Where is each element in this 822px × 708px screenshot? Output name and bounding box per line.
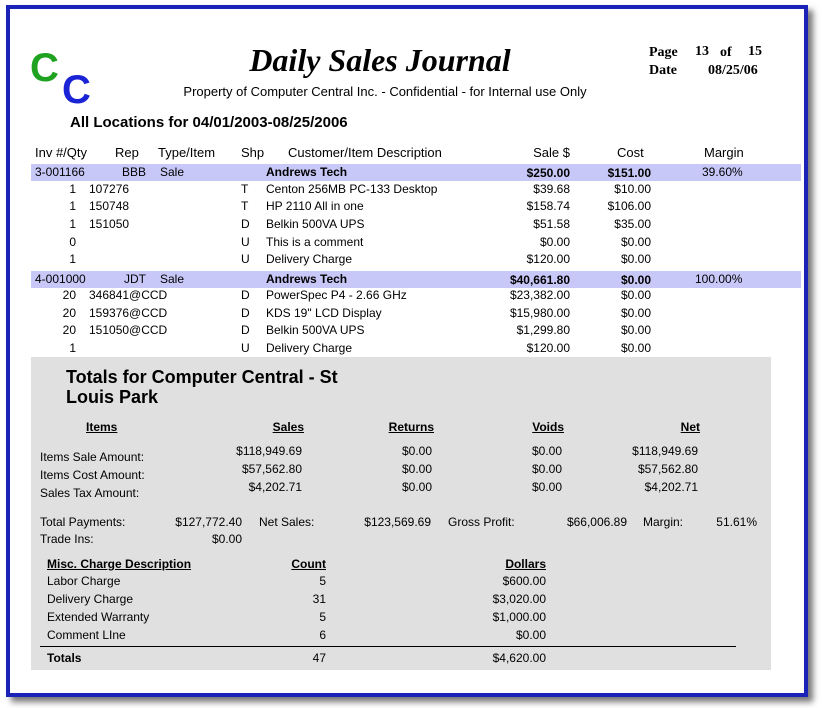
net-sales-value: $123,569.69: [364, 515, 431, 529]
total-payments-value: $127,772.40: [175, 515, 242, 529]
misc-header-count: Count: [291, 557, 326, 571]
item-desc: Delivery Charge: [266, 341, 353, 355]
item-ship: U: [241, 341, 250, 355]
item-desc: Delivery Charge: [266, 252, 353, 266]
totals-header-voids: Voids: [532, 420, 564, 434]
item-sale: $23,382.00: [509, 288, 570, 302]
totals-header-sales: Sales: [272, 420, 304, 434]
item-sale: $120.00: [526, 252, 570, 266]
misc-row-count: 5: [319, 574, 326, 588]
invoice-band: [31, 271, 801, 288]
totals-row-returns: $0.00: [401, 444, 432, 458]
totals-row-voids: $0.00: [531, 462, 562, 476]
item-ship: T: [241, 199, 249, 213]
misc-header-dollars: Dollars: [505, 557, 546, 571]
item-cost: $35.00: [614, 217, 651, 231]
totals-header-returns: Returns: [388, 420, 434, 434]
invoice-number: 3-001166: [35, 165, 85, 179]
item-qty: 1: [69, 199, 76, 213]
totals-row-voids: $0.00: [531, 480, 562, 494]
item-cost: $0.00: [620, 341, 651, 355]
misc-row-dollars: $0.00: [515, 628, 546, 642]
totals-row-net: $118,949.69: [632, 444, 698, 458]
totals-row-returns: $0.00: [401, 462, 432, 476]
col-header-cost: Cost: [617, 145, 644, 160]
item-cost: $106.00: [607, 199, 651, 213]
totals-row-sales: $118,949.69: [236, 444, 302, 458]
totals-row-label: Items Sale Amount:: [40, 450, 145, 464]
item-cost: $0.00: [620, 306, 651, 320]
invoice-rep: JDT: [124, 272, 146, 286]
invoice-number: 4-001000: [35, 272, 86, 286]
margin-value: 51.61%: [716, 515, 757, 529]
item-desc: Belkin 500VA UPS: [266, 323, 365, 337]
col-header-inv: Inv #/Qty: [35, 145, 88, 160]
col-header-shp: Shp: [241, 145, 265, 160]
item-sale: $51.58: [533, 217, 570, 231]
totals-row-label: Items Cost Amount:: [40, 468, 145, 482]
item-ship: T: [241, 182, 249, 196]
report-date: 08/25/06: [708, 63, 758, 78]
totals-header-net: Net: [680, 420, 700, 434]
totals-row-net: $4,202.71: [644, 480, 698, 494]
totals-row-net: $57,562.80: [637, 462, 698, 476]
invoice-cost: $0.00: [620, 273, 651, 287]
item-ship: D: [241, 306, 250, 320]
misc-row-dollars: $3,020.00: [492, 592, 546, 606]
invoice-sale: $40,661.80: [509, 273, 570, 287]
item-desc: Centon 256MB PC-133 Desktop: [266, 182, 438, 196]
totals-header-items: Items: [86, 420, 118, 434]
misc-header-desc: Misc. Charge Description: [47, 557, 192, 571]
item-qty: 1: [69, 341, 76, 355]
item-number: 151050: [89, 217, 130, 231]
col-header-margin: Margin: [704, 145, 744, 160]
col-header-desc: Customer/Item Description: [288, 145, 442, 160]
gross-profit-value: $66,006.89: [566, 515, 627, 529]
totals-divider: [40, 646, 736, 647]
item-number: 150748: [89, 199, 130, 213]
invoice-rep: BBB: [122, 165, 147, 179]
misc-row-count: 6: [319, 628, 326, 642]
item-number: 346841@CCD: [89, 288, 168, 302]
item-ship: D: [241, 323, 250, 337]
totals-row-sales: $57,562.80: [241, 462, 302, 476]
total-payments-label: Total Payments:: [40, 515, 126, 529]
item-qty: 0: [69, 235, 76, 249]
item-desc: Belkin 500VA UPS: [266, 217, 365, 231]
item-qty: 1: [69, 252, 76, 266]
misc-row-desc: Labor Charge: [47, 574, 121, 588]
misc-row-dollars: $1,000.00: [492, 610, 546, 624]
item-cost: $0.00: [620, 288, 651, 302]
invoice-customer: Andrews Tech: [266, 165, 348, 179]
invoice-band: [31, 164, 801, 181]
item-number: 151050@CCD: [89, 323, 168, 337]
trade-ins-label: Trade Ins:: [40, 532, 94, 546]
item-cost: $0.00: [620, 252, 651, 266]
margin-label: Margin:: [643, 515, 684, 529]
misc-row-count: 5: [319, 610, 326, 624]
col-header-rep: Rep: [115, 145, 139, 160]
item-qty: 20: [62, 306, 76, 320]
invoice-type: Sale: [160, 165, 185, 179]
item-cost: $0.00: [620, 235, 651, 249]
report-title: Daily Sales Journal: [249, 42, 511, 78]
col-header-type: Type/Item: [158, 145, 216, 160]
totals-row-label: Sales Tax Amount:: [40, 486, 140, 500]
net-sales-label: Net Sales:: [259, 515, 315, 529]
invoice-margin: 100.00%: [695, 272, 743, 286]
invoice-margin: 39.60%: [702, 165, 743, 179]
item-desc: HP 2110 All in one: [266, 199, 364, 213]
date-label: Date: [649, 63, 677, 78]
misc-row-desc: Delivery Charge: [47, 592, 134, 606]
logo-letter-green: C: [30, 46, 59, 90]
item-sale: $158.74: [526, 199, 570, 213]
misc-row-dollars: $600.00: [502, 574, 546, 588]
page-number: 13: [695, 44, 709, 59]
report-subtitle: Property of Computer Central Inc. - Confidential - for Internal use Only: [183, 84, 587, 99]
item-ship: U: [241, 235, 250, 249]
item-cost: $0.00: [620, 323, 651, 337]
invoice-customer: Andrews Tech: [266, 272, 348, 286]
item-number: 159376@CCD: [89, 306, 168, 320]
item-desc: KDS 19" LCD Display: [266, 306, 382, 320]
page-total: 15: [748, 44, 762, 59]
totals-row-voids: $0.00: [531, 444, 562, 458]
item-qty: 1: [69, 217, 76, 231]
misc-row-desc: Comment LIne: [47, 628, 126, 642]
item-qty: 20: [62, 323, 76, 337]
misc-row-count: 31: [312, 592, 326, 606]
item-number: 107276: [89, 182, 130, 196]
invoice-type: Sale: [160, 272, 185, 286]
item-ship: U: [241, 252, 250, 266]
item-sale: $1,299.80: [516, 323, 570, 337]
page-label: Page: [649, 45, 678, 60]
gross-profit-label: Gross Profit:: [448, 515, 515, 529]
totals-title-line1: Totals for Computer Central - St: [66, 367, 338, 387]
item-sale: $0.00: [539, 235, 570, 249]
totals-row-returns: $0.00: [401, 480, 432, 494]
item-qty: 1: [69, 182, 76, 196]
misc-total-label: Totals: [47, 651, 82, 665]
misc-row-desc: Extended Warranty: [47, 610, 150, 624]
logo-letter-blue: C: [62, 68, 91, 112]
totals-title-line2: Louis Park: [66, 387, 159, 407]
item-ship: D: [241, 217, 250, 231]
misc-total-dollars: $4,620.00: [492, 651, 546, 665]
item-cost: $10.00: [614, 182, 651, 196]
item-sale: $39.68: [533, 182, 570, 196]
item-qty: 20: [62, 288, 76, 302]
of-label: of: [720, 45, 732, 60]
item-desc: This is a comment: [266, 235, 364, 249]
item-sale: $15,980.00: [509, 306, 570, 320]
misc-total-count: 47: [312, 651, 326, 665]
locations-heading: All Locations for 04/01/2003-08/25/2006: [70, 114, 348, 131]
col-header-sale: Sale $: [533, 145, 570, 160]
item-desc: PowerSpec P4 - 2.66 GHz: [266, 288, 407, 302]
invoice-sale: $250.00: [526, 166, 570, 180]
totals-row-sales: $4,202.71: [248, 480, 302, 494]
item-sale: $120.00: [526, 341, 570, 355]
invoice-cost: $151.00: [607, 166, 651, 180]
item-ship: D: [241, 288, 250, 302]
trade-ins-value: $0.00: [211, 532, 242, 546]
